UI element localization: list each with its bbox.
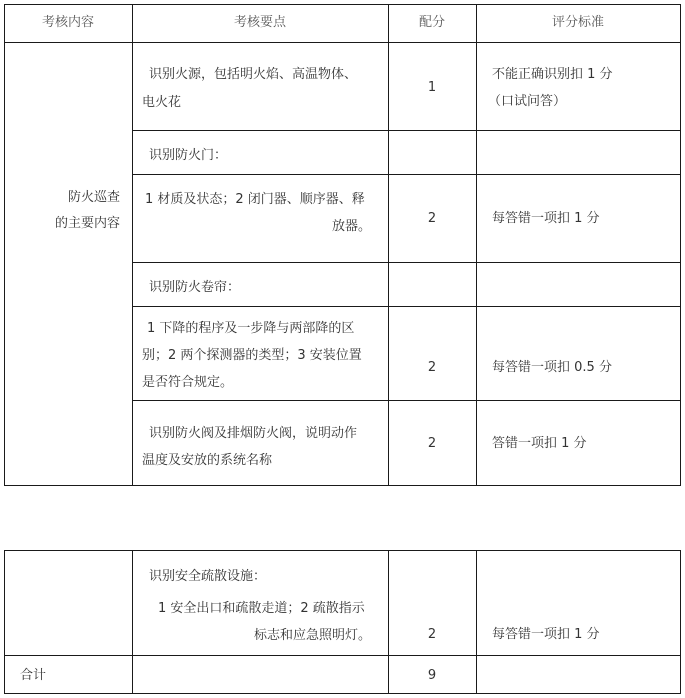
key-point-text: 电火花 — [142, 95, 182, 110]
score-value: 2 — [427, 627, 437, 642]
key-point-text: 识别火源，包括明火焰、高温物体、 — [149, 67, 358, 82]
standard-text: （口试问答） — [488, 94, 567, 109]
table-2-border-top — [4, 550, 681, 551]
standard-text: 不能正确识别扣 1 分 — [492, 67, 613, 82]
standard-text: 每答错一项扣 1 分 — [492, 211, 600, 226]
key-point-text: 1 安全出口和疏散走道；2 疏散指示 — [158, 601, 365, 616]
table-2-col-divider — [476, 550, 477, 694]
total-score: 9 — [427, 668, 437, 683]
key-point-text: 1 材质及状态；2 闭门器、顺序器、释 — [145, 192, 365, 207]
key-point-text: 放器。 — [331, 219, 371, 234]
table-1-header-divider — [4, 42, 681, 43]
table-1-row-divider — [132, 174, 681, 175]
table-2-row-divider — [4, 655, 681, 656]
score-value: 2 — [427, 436, 437, 451]
table-1-row-divider — [132, 130, 681, 131]
header-standard: 评分标准 — [551, 15, 604, 30]
key-point-text: 识别防火阀及排烟防火阀，说明动作 — [149, 426, 358, 441]
table-1-border-left — [4, 4, 5, 486]
key-point-text: 识别防火卷帘： — [149, 280, 241, 295]
table-1-border-top — [4, 4, 681, 5]
key-point-text: 标志和应急照明灯。 — [253, 628, 371, 643]
table-1-border-right — [680, 4, 681, 486]
table-2-border-bottom — [4, 693, 681, 694]
key-point-text: 温度及安放的系统名称 — [142, 453, 273, 468]
total-label: 合计 — [20, 668, 47, 683]
table-2-col-divider — [132, 550, 133, 694]
score-value: 2 — [427, 360, 437, 375]
standard-text: 答错一项扣 1 分 — [492, 436, 587, 451]
score-value: 1 — [427, 80, 437, 95]
score-value: 2 — [427, 211, 437, 226]
table-1-col-divider — [476, 4, 477, 486]
table-1-border-bottom — [4, 485, 681, 486]
header-content: 考核内容 — [41, 15, 94, 30]
table-1-row-divider — [132, 400, 681, 401]
table-1-row-divider — [132, 262, 681, 263]
standard-text: 每答错一项扣 1 分 — [492, 627, 600, 642]
standard-text: 每答错一项扣 0.5 分 — [492, 360, 612, 375]
category-label: 防火巡查 — [67, 190, 120, 205]
key-point-text: 别；2 两个探测器的类型；3 安装位置 — [142, 348, 362, 363]
header-key-points: 考核要点 — [233, 15, 286, 30]
table-1-row-divider — [132, 306, 681, 307]
key-point-text: 是否符合规定。 — [142, 375, 234, 390]
key-point-text: 识别安全疏散设施： — [149, 569, 267, 584]
header-score: 配分 — [418, 15, 445, 30]
key-point-text: 识别防火门： — [149, 148, 228, 163]
category-label: 的主要内容 — [54, 216, 120, 231]
key-point-text: 1 下降的程序及一步降与两部降的区 — [147, 321, 355, 336]
table-1-col-divider — [132, 4, 133, 486]
table-2-border-left — [4, 550, 5, 694]
table-2-border-right — [680, 550, 681, 694]
